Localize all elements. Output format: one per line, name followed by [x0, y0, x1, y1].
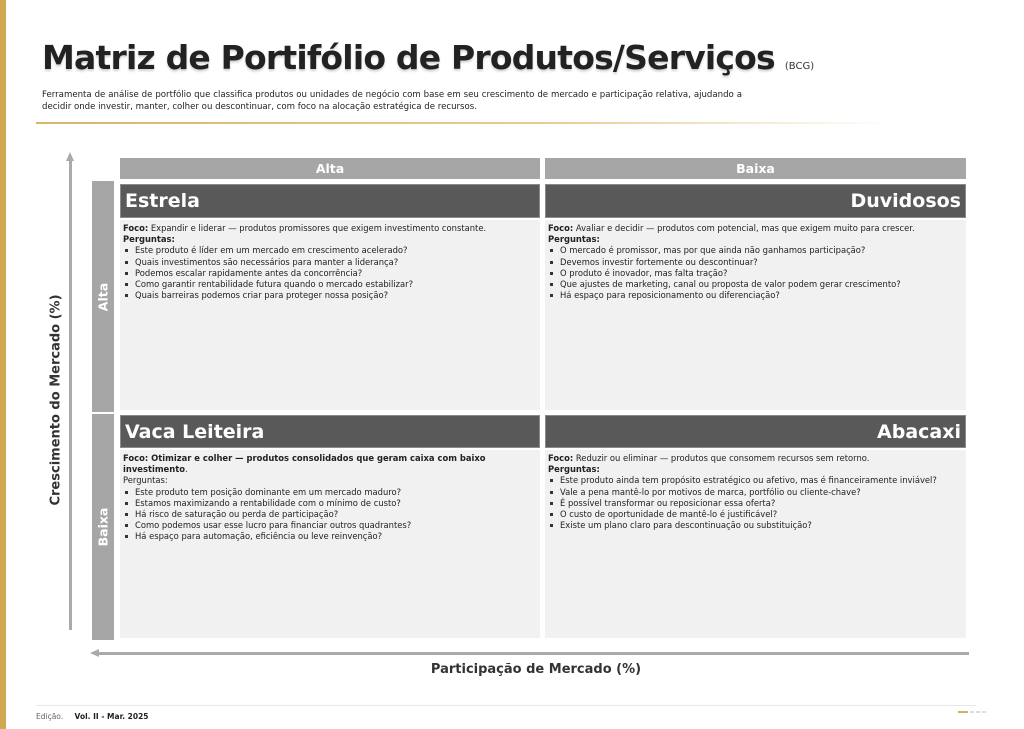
focus-line	[123, 223, 537, 234]
list-item: Este produto é líder em um mercado em crescimento acelerado?	[123, 245, 537, 256]
x-axis-line	[98, 652, 969, 655]
column-header-baixa: Baixa	[545, 158, 966, 179]
questions-label: Perguntas:	[123, 475, 168, 486]
quadrant-abacaxi-header: Abacaxi	[545, 415, 966, 448]
list-item: Há risco de saturação ou perda de participação?	[123, 509, 537, 520]
list-item: Como garantir rentabilidade futura quando o mercado estabilizar?	[123, 279, 537, 290]
quadrant-vaca-leiteira-body	[120, 450, 540, 638]
page-dot-active[interactable]	[958, 711, 968, 713]
questions-list	[548, 475, 963, 531]
y-axis-line	[69, 160, 72, 630]
row-label-baixa	[92, 414, 114, 640]
list-item: Há espaço para reposicionamento ou diferenciação?	[548, 290, 963, 301]
focus-line	[123, 453, 537, 475]
questions-label: Perguntas:	[548, 464, 600, 475]
edition-value: Vol. II - Mar. 2025	[74, 712, 149, 721]
page-subtitle: Ferramenta de análise de portfólio que classifica produtos ou unidades de negócio com base em seu crescimento de mercado e participação relativa, ajudando a decidir onde investir, manter, colher ou descontinuar, com foco na alocação estratégica de recursos.	[42, 90, 742, 112]
list-item: Como podemos usar esse lucro para financiar outros quadrantes?	[123, 520, 537, 531]
questions-label: Perguntas:	[123, 234, 175, 245]
list-item: Quais barreiras podemos criar para proteger nossa posição?	[123, 290, 537, 301]
x-axis-label: Participação de Mercado (%)	[430, 662, 642, 677]
quadrant-estrela-body	[120, 220, 540, 410]
y-axis-label: Crescimento do Mercado (%)	[48, 294, 64, 506]
focus-label: Foco:	[548, 453, 574, 463]
focus-text: Expandir e liderar — produtos promissores que exigem investimento constante.	[148, 223, 487, 233]
list-item: Devemos investir fortemente ou descontinuar?	[548, 257, 963, 268]
focus-text: .	[184, 464, 188, 475]
list-item: É possível transformar ou reposicionar essa oferta?	[548, 498, 963, 509]
page-title: Matriz de Portifólio de Produtos/Serviços	[42, 38, 775, 77]
questions-list	[548, 245, 963, 301]
list-item: Há espaço para automação, eficiência ou leve reinvenção?	[123, 531, 537, 542]
list-item: Podemos escalar rapidamente antes da concorrência?	[123, 268, 537, 279]
row-label-alta-text: Alta	[95, 282, 111, 311]
page-dot[interactable]	[970, 711, 974, 713]
questions-list	[123, 487, 537, 543]
quadrant-duvidosos-header: Duvidosos	[545, 184, 966, 218]
focus-line	[548, 223, 963, 234]
footer-divider	[36, 705, 976, 706]
row-label-alta	[92, 181, 114, 412]
list-item: Existe um plano claro para descontinuação ou substituição?	[548, 520, 963, 531]
list-item: Estamos maximizando a rentabilidade com o mínimo de custo?	[123, 498, 537, 509]
focus-label: Foco:	[123, 223, 149, 233]
focus-line	[548, 453, 963, 464]
list-item: Este produto ainda tem propósito estratégico ou afetivo, mas é financeiramente inviável?	[548, 475, 963, 486]
page-dot[interactable]	[976, 711, 980, 713]
footer-edition	[36, 712, 149, 721]
focus-text: Reduzir ou eliminar — produtos que consomem recursos sem retorno.	[573, 453, 870, 463]
list-item: O mercado é promissor, mas por que ainda não ganhamos participação?	[548, 245, 963, 256]
page-indicator	[958, 711, 986, 713]
page-title-row	[42, 38, 814, 77]
edition-label: Edição.	[36, 712, 64, 721]
quadrant-duvidosos-body	[545, 220, 966, 410]
left-accent-bar	[0, 0, 6, 729]
list-item: Quais investimentos são necessários para manter a liderança?	[123, 257, 537, 268]
page-dot[interactable]	[982, 711, 986, 713]
focus-label: Foco:	[548, 223, 574, 233]
list-item: O produto é inovador, mas falta tração?	[548, 268, 963, 279]
column-header-alta: Alta	[120, 158, 540, 179]
row-label-baixa-text: Baixa	[95, 507, 111, 547]
list-item: O custo de oportunidade de mantê-lo é justificável?	[548, 509, 963, 520]
list-item: Que ajustes de marketing, canal ou proposta de valor podem gerar crescimento?	[548, 279, 963, 290]
questions-list	[123, 245, 537, 301]
focus-text: Avaliar e decidir — produtos com potencial, mas que exigem muito para crescer.	[573, 223, 915, 233]
quadrant-estrela-header: Estrela	[120, 184, 540, 218]
list-item: Vale a pena mantê-lo por motivos de marca, portfólio ou cliente-chave?	[548, 487, 963, 498]
focus-label: Foco: Otimizar e colher — produtos consolidados que geram caixa com baixo investimento	[123, 453, 486, 475]
title-divider	[36, 122, 896, 124]
questions-label: Perguntas:	[548, 234, 600, 245]
quadrant-abacaxi-body	[545, 450, 966, 638]
title-tag: (BCG)	[784, 61, 815, 72]
quadrant-vaca-leiteira-header: Vaca Leiteira	[120, 415, 540, 448]
list-item: Este produto tem posição dominante em um mercado maduro?	[123, 487, 537, 498]
